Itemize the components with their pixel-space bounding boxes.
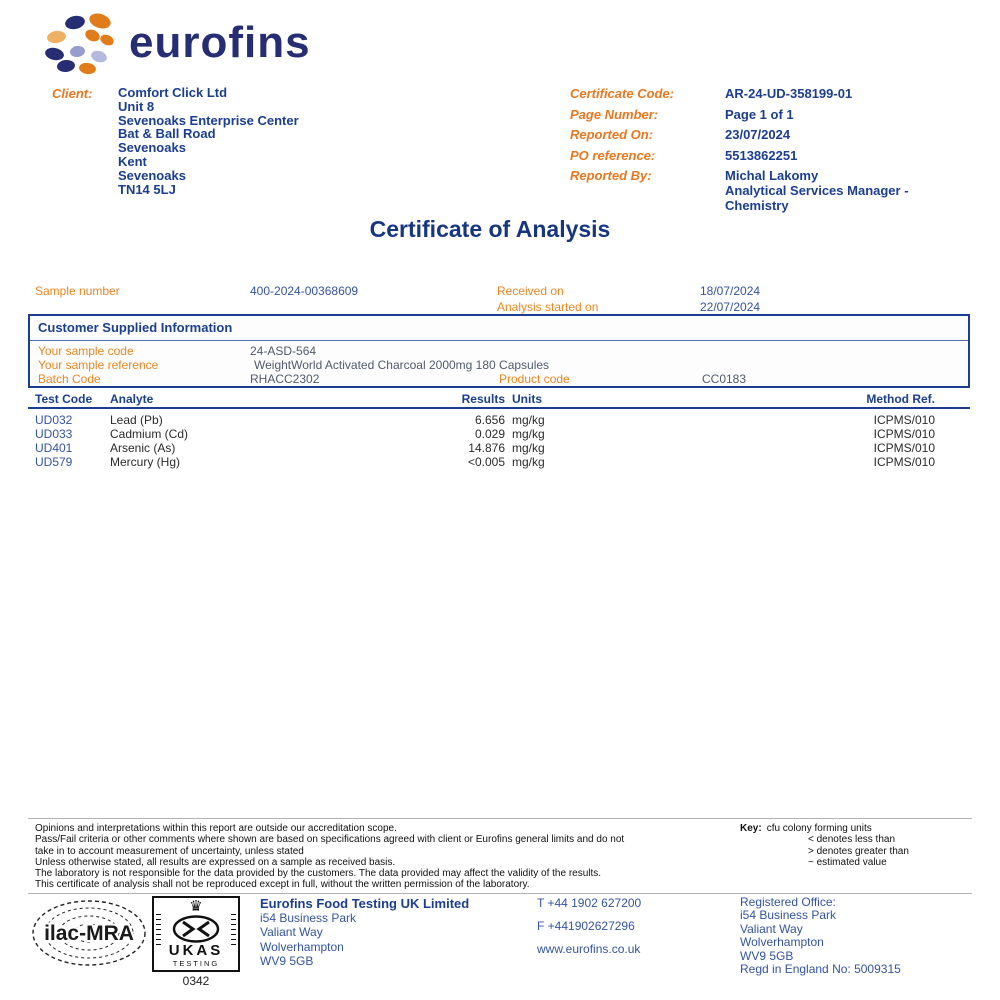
client-label: Client: xyxy=(52,86,93,101)
received-on-value: 18/07/2024 xyxy=(700,284,761,298)
key-label: Key: xyxy=(740,823,762,834)
batch-code-label: Batch Code xyxy=(38,372,101,386)
result: 0.029 xyxy=(474,427,505,441)
reported-by xyxy=(725,168,970,213)
meta-label: Reported On: xyxy=(570,127,654,142)
disclaimer-line: Opinions and interpretations within this report are outside our accreditation scope. xyxy=(35,823,397,834)
key-entry: > denotes greater than xyxy=(808,845,909,857)
registered-office-line: WV9 5GB xyxy=(740,948,794,963)
meta-label: Page Number: xyxy=(570,106,659,122)
product-code-label: Product code xyxy=(499,372,570,386)
ukas-ruler-ticks xyxy=(156,914,161,948)
client-line: Sevenoaks Enterprise Center xyxy=(118,112,299,128)
divider xyxy=(30,340,968,341)
ilac-mra-label: ilac-MRA xyxy=(44,922,134,945)
eurofins-logo-icon xyxy=(45,14,119,74)
company-address-line: Valiant Way xyxy=(260,925,323,940)
meta-row xyxy=(570,86,980,101)
disclaimer-text xyxy=(35,823,740,891)
registered-office-line: Regd in England No: 5009315 xyxy=(740,962,901,977)
divider xyxy=(28,818,972,819)
client-block xyxy=(52,86,299,196)
company-address-line: WV9 5GB xyxy=(260,953,314,968)
col-header-results: Results xyxy=(461,392,505,406)
key-entry: ~ estimated value xyxy=(808,856,887,868)
key-entry: cfu colony forming units xyxy=(766,823,872,834)
disclaimer-line: take in to account measurement of uncertainty, unless stated xyxy=(35,845,304,857)
divider xyxy=(28,893,972,894)
client-address xyxy=(118,86,299,196)
disclaimer-line: Unless otherwise stated, all results are expressed on a sample as received basis. xyxy=(35,856,396,868)
units: mg/kg xyxy=(512,413,545,427)
reporter-title: Analytical Services Manager - Chemistry xyxy=(725,183,909,213)
method-ref: ICPMS/010 xyxy=(873,427,935,441)
meta-label: Certificate Code: xyxy=(570,86,675,101)
sample-reference-value: WeightWorld Activated Charcoal 2000mg 180 Capsules xyxy=(254,358,550,372)
client-line: Bat & Ball Road xyxy=(118,126,216,142)
disclaimer-line: The laboratory is not responsible for the data provided by the customers. The data provided may affect the validity of the results. xyxy=(35,868,602,880)
page-title: Certificate of Analysis xyxy=(369,216,611,242)
sample-number-label: Sample number xyxy=(35,284,120,298)
units: mg/kg xyxy=(512,455,545,469)
test-code: UD032 xyxy=(35,413,73,427)
sample-reference-label: Your sample reference xyxy=(38,358,159,372)
analyte: Mercury (Hg) xyxy=(110,455,181,469)
disclaimer-line: This certificate of analysis shall not be reproduced except in full, without the written permission of the laboratory. xyxy=(35,879,530,891)
meta-row xyxy=(570,168,980,213)
client-line: Sevenoaks xyxy=(118,167,186,183)
page-number: Page 1 of 1 xyxy=(725,106,794,122)
meta-label: Reported By: xyxy=(570,168,652,183)
meta-row xyxy=(570,148,980,163)
footer-contact-block xyxy=(537,896,641,965)
units: mg/kg xyxy=(512,427,545,441)
test-code: UD401 xyxy=(35,441,73,455)
client-line: Unit 8 xyxy=(118,98,155,114)
analysis-started-label: Analysis started on xyxy=(497,300,599,314)
test-code: UD579 xyxy=(35,455,73,469)
meta-label: PO reference: xyxy=(570,147,656,163)
sample-number-value: 400-2024-00368609 xyxy=(250,284,359,298)
certificate-code: AR-24-UD-358199-01 xyxy=(725,86,853,101)
units: mg/kg xyxy=(512,441,545,455)
result: <0.005 xyxy=(467,455,505,469)
col-header-analyte: Analyte xyxy=(110,392,154,406)
reporter-name: Michal Lakomy xyxy=(725,168,819,183)
logo-wordmark: eurofins xyxy=(129,18,311,67)
company-name: Eurofins Food Testing UK Limited xyxy=(260,896,470,911)
analyte: Cadmium (Cd) xyxy=(110,427,189,441)
meta-row xyxy=(570,127,980,142)
customer-supplied-info-box xyxy=(28,314,970,388)
company-address-line: Wolverhampton xyxy=(260,939,344,954)
col-header-units: Units xyxy=(512,392,542,406)
ukas-ruler-ticks xyxy=(231,914,236,948)
registered-office-line: Valiant Way xyxy=(740,921,803,936)
customer-info-title: Customer Supplied Information xyxy=(38,320,233,335)
analyte: Lead (Pb) xyxy=(110,413,163,427)
key-entry: < denotes less than xyxy=(808,834,896,846)
registered-office-line: i54 Business Park xyxy=(740,908,837,923)
ilac-mra-logo xyxy=(30,898,148,973)
received-on-label: Received on xyxy=(497,284,564,298)
ukas-accreditation-number: 0342 xyxy=(182,974,210,988)
test-code: UD033 xyxy=(35,427,73,441)
fax-number: F +441902627296 xyxy=(537,919,635,933)
phone-number: T +44 1902 627200 xyxy=(537,896,642,910)
client-line: Comfort Click Ltd xyxy=(118,85,228,100)
ukas-logo xyxy=(152,896,240,972)
crown-icon: ♛ xyxy=(189,898,203,915)
method-ref: ICPMS/010 xyxy=(873,441,935,455)
footer-registered-block xyxy=(740,896,901,976)
meta-row xyxy=(570,107,980,122)
batch-code-value: RHACC2302 xyxy=(250,372,320,386)
key-entries xyxy=(740,834,909,868)
registered-office-line: Registered Office: xyxy=(740,895,836,909)
certificate-meta xyxy=(570,86,980,219)
po-reference: 5513862251 xyxy=(725,147,798,163)
method-ref: ICPMS/010 xyxy=(873,455,935,469)
col-header-test-code: Test Code xyxy=(35,392,93,406)
company-address-line: i54 Business Park xyxy=(260,911,357,925)
website-link[interactable]: www.eurofins.co.uk xyxy=(537,942,641,956)
table-header-rule xyxy=(28,407,970,409)
sample-code-label: Your sample code xyxy=(38,344,134,358)
col-header-method: Method Ref. xyxy=(866,392,935,406)
method-ref: ICPMS/010 xyxy=(873,413,935,427)
product-code-value: CC0183 xyxy=(702,372,747,386)
client-line: Sevenoaks xyxy=(118,140,186,156)
sample-code-value: 24-ASD-564 xyxy=(250,344,317,358)
registered-office-line: Wolverhampton xyxy=(740,935,824,950)
result: 6.656 xyxy=(474,413,505,427)
key-block xyxy=(740,823,909,868)
ukas-subtitle: TESTING xyxy=(172,959,220,968)
eurofins-logo xyxy=(45,14,311,74)
footer-company-block xyxy=(260,896,469,968)
result: 14.876 xyxy=(468,441,505,455)
disclaimer-line: Pass/Fail criteria or other comments where shown are based on specifications agreed with client or Eurofins general limits and do not xyxy=(35,834,625,846)
client-line: Kent xyxy=(118,153,147,169)
reported-on: 23/07/2024 xyxy=(725,127,791,142)
ukas-name: UKAS xyxy=(168,942,224,959)
analysis-started-value: 22/07/2024 xyxy=(700,300,761,314)
ukas-emblem-icon xyxy=(166,915,226,943)
client-line: TN14 5LJ xyxy=(118,181,176,197)
analyte: Arsenic (As) xyxy=(110,441,176,455)
